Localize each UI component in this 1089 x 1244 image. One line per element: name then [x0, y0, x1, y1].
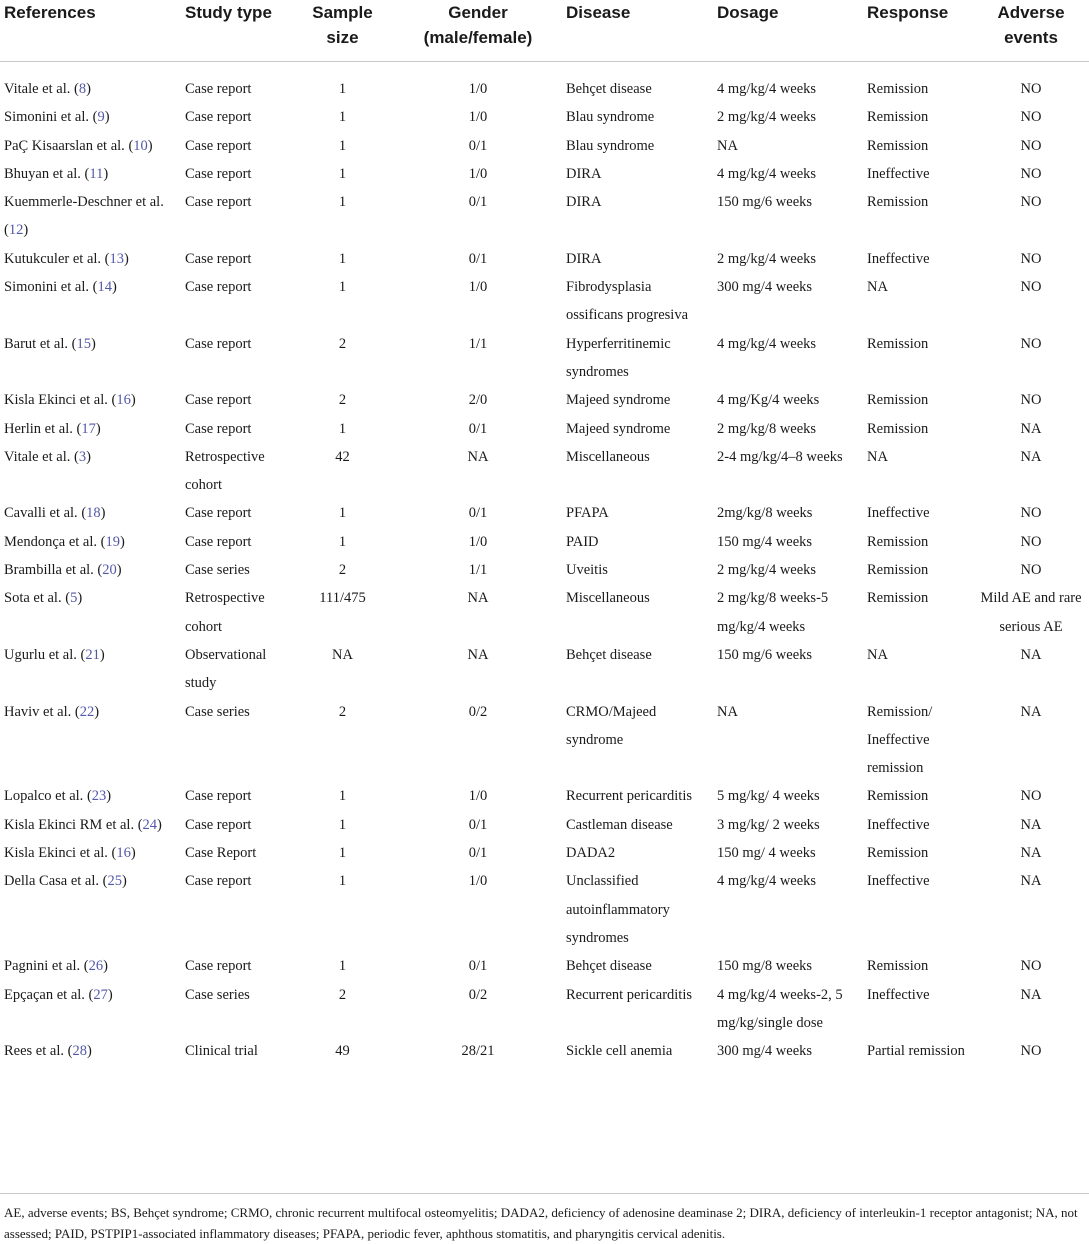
cell-gender: 0/1 [468, 845, 488, 862]
citation-link[interactable]: 28 [72, 1043, 87, 1060]
cell-dosage: 4 mg/kg/4 weeks [717, 165, 817, 182]
cell-study-type: Case report [185, 816, 252, 833]
cell-adverse-events: NO [1020, 1043, 1042, 1060]
table-row [0, 839, 1089, 867]
cell-disease: PAID [566, 533, 599, 550]
cell-study-type: Case series [185, 703, 250, 720]
cell-dosage: 2 mg/kg/4 weeks [717, 562, 817, 579]
reference-author: Kisla Ekinci et al. [4, 392, 108, 409]
cell-reference: Mendonça et al. (19) [4, 533, 125, 550]
citation-link[interactable]: 9 [97, 109, 105, 126]
cell-disease: DIRA [566, 194, 602, 211]
cell-disease: DIRA [566, 165, 602, 182]
cell-reference: Barut et al. (15) [4, 335, 96, 352]
cell-disease: Blau syndrome [566, 109, 655, 126]
cell-study-type: Case report [185, 165, 252, 182]
cell-response: Remission [867, 845, 929, 862]
cell-disease: Recurrent pericarditis [566, 986, 693, 1003]
cell-reference: Vitale et al. (3) [4, 448, 91, 465]
reference-author: Ugurlu et al. [4, 646, 77, 663]
cell-adverse-events: NO [1020, 137, 1042, 154]
reference-author: Barut et al. [4, 335, 69, 352]
cell-gender: 0/1 [468, 420, 488, 437]
cell-dosage: 4 mg/Kg/4 weeks [717, 392, 820, 409]
header-response: Response [863, 0, 973, 62]
table-row [0, 386, 1089, 414]
cell-disease: Behçet disease [566, 646, 652, 663]
reference-author: Brambilla et al. [4, 562, 94, 579]
citation-link[interactable]: 8 [78, 81, 87, 97]
reference-author: Pagnini et al. [4, 958, 81, 975]
cell-sample-size: 1 [338, 873, 347, 890]
table-body [0, 62, 1089, 1075]
cell-disease: Uveitis [566, 562, 608, 579]
cell-sample-size: 1 [338, 845, 347, 862]
cell-disease: Miscellaneous [566, 448, 650, 465]
reference-author: Vitale et al. [4, 81, 71, 97]
header-disease: Disease [562, 0, 713, 62]
reference-author: Epçaçan et al. [4, 986, 85, 1003]
reference-author: Sota et al. [4, 590, 62, 607]
cell-reference: Pagnini et al. (26) [4, 958, 108, 975]
cell-response: NA [867, 279, 888, 296]
cell-dosage: 150 mg/ 4 weeks [717, 845, 816, 862]
reference-author: Vitale et al. [4, 448, 71, 465]
reference-author: Kisla Ekinci et al. [4, 845, 108, 862]
citation-link[interactable]: 14 [97, 279, 112, 296]
table-row [0, 330, 1089, 387]
header-gender: Gender (male/female) [394, 0, 562, 62]
cell-reference: Simonini et al. (14) [4, 279, 117, 296]
cell-gender: 0/1 [468, 816, 488, 833]
cell-response: Remission [867, 194, 929, 211]
reference-author: Simonini et al. [4, 109, 89, 126]
cell-reference: Della Casa et al. (25) [4, 873, 127, 890]
cell-sample-size: NA [332, 646, 353, 663]
table-row [0, 245, 1089, 273]
cell-disease: Behçet disease [566, 81, 652, 97]
cell-sample-size: 1 [338, 137, 347, 154]
cell-study-type: Case report [185, 335, 252, 352]
table-row [0, 811, 1089, 839]
table-row [0, 556, 1089, 584]
cell-study-type: Case report [185, 420, 252, 437]
cell-dosage: NA [717, 703, 738, 720]
cell-response: Ineffective [867, 165, 930, 182]
cell-gender: 1/1 [468, 562, 488, 579]
table-row [0, 443, 1089, 500]
cell-disease: DIRA [566, 250, 602, 267]
cell-disease: CRMO/Majeed syndrome [566, 703, 657, 748]
cell-adverse-events: NA [1020, 420, 1042, 437]
cell-sample-size: 1 [338, 109, 347, 126]
table-row [0, 103, 1089, 131]
cell-disease: PFAPA [566, 505, 609, 522]
cell-reference: Rees et al. (28) [4, 1043, 92, 1060]
cell-gender: 1/0 [468, 165, 488, 182]
citation-link[interactable]: 25 [107, 873, 122, 890]
cell-reference: Kisla Ekinci et al. (16) [4, 845, 136, 862]
citation-link[interactable]: 12 [8, 222, 24, 239]
citation-link[interactable]: 20 [102, 562, 117, 579]
cell-disease: Recurrent pericarditis [566, 788, 693, 805]
reference-author: Kutukculer et al. [4, 250, 102, 267]
citation-link[interactable]: 13 [109, 250, 125, 267]
cell-sample-size: 1 [338, 194, 347, 211]
table-row [0, 641, 1089, 698]
cell-sample-size: 111/475 [319, 590, 366, 607]
cell-sample-size: 1 [338, 533, 347, 550]
cell-response: Ineffective [867, 250, 930, 267]
cell-reference: Sota et al. (5) [4, 590, 83, 607]
cell-response: NA [867, 448, 888, 465]
cell-sample-size: 1 [338, 788, 347, 805]
cell-sample-size: 2 [338, 703, 347, 720]
cell-sample-size: 1 [338, 420, 347, 437]
cell-dosage: 3 mg/kg/ 2 weeks [717, 816, 820, 833]
cell-disease: Majeed syndrome [566, 420, 671, 437]
cell-dosage: 2 mg/kg/4 weeks [717, 109, 817, 126]
citation-link[interactable]: 19 [105, 533, 120, 550]
cell-dosage: 4 mg/kg/4 weeks [717, 335, 817, 352]
cell-gender: 1/0 [468, 109, 488, 126]
cell-gender: 1/0 [468, 873, 488, 890]
cell-study-type: Case report [185, 958, 252, 975]
cell-dosage: 300 mg/4 weeks [717, 279, 813, 296]
cell-response: Remission [867, 420, 929, 437]
cell-gender: 0/2 [468, 703, 488, 720]
cell-disease: Majeed syndrome [566, 392, 671, 409]
cell-reference: Lopalco et al. (23) [4, 788, 112, 805]
cell-adverse-events: NO [1020, 505, 1042, 522]
cell-dosage: 2mg/kg/8 weeks [717, 505, 813, 522]
citation-link[interactable]: 15 [76, 335, 91, 352]
cell-disease: Castleman disease [566, 816, 673, 833]
cell-study-type: Case report [185, 392, 252, 409]
table-row [0, 132, 1089, 160]
cell-dosage: 2-4 mg/kg/4–8 weeks [717, 448, 843, 465]
reference-author: Herlin et al. [4, 420, 73, 437]
cell-study-type: Case Report [185, 845, 257, 862]
table-row [0, 981, 1089, 1038]
citation-link[interactable]: 22 [79, 703, 95, 720]
cell-disease: Sickle cell anemia [566, 1043, 673, 1060]
header-dosage: Dosage [713, 0, 863, 62]
reference-author: PaÇ Kisaarslan et al. [4, 137, 125, 154]
cell-sample-size: 42 [335, 448, 350, 465]
cell-gender: NA [467, 590, 489, 607]
cell-response: Partial remission [867, 1043, 965, 1060]
cell-response: Remission [867, 335, 929, 352]
cell-adverse-events: NA [1020, 646, 1042, 663]
cell-response: Remission [867, 392, 929, 409]
cell-adverse-events: NO [1020, 279, 1042, 296]
cell-gender: 0/2 [468, 986, 488, 1003]
reference-author: Mendonça et al. [4, 533, 98, 550]
cell-response: Ineffective [867, 816, 930, 833]
table-row [0, 188, 1089, 245]
table-header [0, 0, 1089, 62]
cell-study-type: Observational study [185, 646, 267, 692]
cell-study-type: Case report [185, 137, 252, 154]
citation-link[interactable]: 16 [116, 845, 131, 862]
reference-author: Simonini et al. [4, 279, 89, 296]
cell-sample-size: 2 [338, 562, 347, 579]
cell-adverse-events: NA [1020, 986, 1042, 1003]
citation-link[interactable]: 10 [133, 137, 148, 154]
cell-sample-size: 2 [338, 986, 347, 1003]
table-row [0, 952, 1089, 980]
table-row [0, 62, 1089, 104]
cell-reference: PaÇ Kisaarslan et al. (10) [4, 137, 153, 154]
cell-reference: Kisla Ekinci RM et al. (24) [4, 816, 162, 833]
cell-response: Remission [867, 562, 929, 579]
cell-dosage: 150 mg/6 weeks [717, 646, 813, 663]
cell-reference: Haviv et al. (22) [4, 703, 100, 720]
cell-study-type: Case report [185, 194, 252, 211]
cell-reference: Kisla Ekinci et al. (16) [4, 392, 136, 409]
cell-sample-size: 1 [338, 279, 347, 296]
cell-reference: Vitale et al. (8) [4, 81, 91, 97]
cell-sample-size: 1 [338, 958, 347, 975]
cell-adverse-events: NO [1020, 788, 1042, 805]
cell-gender: NA [467, 646, 489, 663]
reference-author: Cavalli et al. [4, 505, 78, 522]
table-row [0, 867, 1089, 952]
cell-response: Remission/ Ineffective remission [867, 703, 933, 777]
citation-link[interactable]: 5 [70, 590, 78, 607]
cell-disease: Miscellaneous [566, 590, 650, 607]
cell-sample-size: 1 [338, 505, 347, 522]
cell-study-type: Case series [185, 986, 250, 1003]
table-row [0, 782, 1089, 810]
cell-response: Ineffective [867, 505, 930, 522]
cell-sample-size: 1 [338, 81, 347, 97]
cell-adverse-events: NO [1020, 392, 1042, 409]
table-row [0, 499, 1089, 527]
header-adverse-events: Adverse events [973, 0, 1089, 62]
cell-gender: NA [467, 448, 489, 465]
cell-sample-size: 49 [335, 1043, 350, 1060]
cell-reference: Cavalli et al. (18) [4, 505, 106, 522]
cell-response: Ineffective [867, 986, 930, 1003]
cell-reference: Kutukculer et al. (13) [4, 250, 129, 267]
cell-reference: Bhuyan et al. (11) [4, 165, 109, 182]
cell-gender: 2/0 [468, 392, 488, 409]
citation-link[interactable]: 21 [85, 646, 100, 663]
cell-gender: 0/1 [468, 194, 488, 211]
cell-dosage: 2 mg/kg/8 weeks [717, 420, 817, 437]
cell-gender: 1/1 [468, 335, 488, 352]
cell-gender: 1/0 [468, 81, 488, 97]
cell-study-type: Case report [185, 505, 252, 522]
citation-link[interactable]: 24 [142, 816, 158, 833]
cell-dosage: 5 mg/kg/ 4 weeks [717, 788, 820, 805]
citation-link[interactable]: 16 [116, 392, 131, 409]
cell-sample-size: 2 [338, 335, 347, 352]
cell-gender: 0/1 [468, 505, 488, 522]
cell-gender: 0/1 [468, 250, 488, 267]
cell-sample-size: 1 [338, 816, 347, 833]
cell-adverse-events: NO [1020, 81, 1042, 97]
cell-study-type: Clinical trial [185, 1043, 258, 1060]
header-study-type: Study type [181, 0, 291, 62]
cell-dosage: 300 mg/4 weeks [717, 1043, 813, 1060]
cell-response: Remission [867, 533, 929, 550]
reference-author: Kuemmerle-Deschner et al. [4, 194, 164, 211]
cell-adverse-events: NO [1020, 109, 1042, 126]
cell-dosage: 2 mg/kg/8 weeks-5 mg/kg/4 weeks [717, 590, 829, 635]
cell-adverse-events: NO [1020, 250, 1042, 267]
cell-sample-size: 1 [338, 165, 347, 182]
cell-gender: 28/21 [461, 1043, 495, 1060]
cell-gender: 0/1 [468, 958, 488, 975]
cell-reference: Ugurlu et al. (21) [4, 646, 105, 663]
cell-study-type: Retrospective cohort [185, 448, 265, 494]
cell-gender: 1/0 [468, 788, 488, 805]
cell-study-type: Case report [185, 109, 252, 126]
cell-adverse-events: NA [1020, 703, 1042, 720]
cell-study-type: Retrospective cohort [185, 590, 265, 635]
cell-study-type: Case report [185, 788, 252, 805]
header-references: References [0, 0, 181, 62]
reference-author: Haviv et al. [4, 703, 72, 720]
citation-link[interactable]: 26 [88, 958, 104, 975]
citation-link[interactable]: 18 [86, 505, 101, 522]
table-row [0, 160, 1089, 188]
cell-dosage: 4 mg/kg/4 weeks [717, 873, 817, 890]
cell-adverse-events: NA [1020, 448, 1042, 465]
reference-author: Kisla Ekinci RM et al. [4, 816, 135, 833]
cell-response: Remission [867, 81, 929, 97]
cell-study-type: Case series [185, 562, 250, 579]
cell-adverse-events: NO [1020, 335, 1042, 352]
table-footnote: AE, adverse events; BS, Behçet syndrome; CRMO, chronic recurrent multifocal osteomyelitis; DADA2, deficiency of adenosine deaminase 2; DIRA, deficiency of interleukin-1 receptor antagonist; NA, not assessed; PAID, PSTPIP1-associated inflammatory diseases; PFAPA, periodic fever, aphthous stomatitis, and pharyngitis cervical adenitis. [0, 1193, 1089, 1244]
reference-author: Lopalco et al. [4, 788, 84, 805]
citation-link[interactable]: 23 [91, 788, 107, 805]
cell-response: NA [867, 646, 888, 663]
cell-study-type: Case report [185, 279, 252, 296]
cell-response: Remission [867, 137, 929, 154]
cell-adverse-events: NA [1020, 845, 1042, 862]
cell-dosage: 150 mg/6 weeks [717, 194, 813, 211]
cell-study-type: Case report [185, 81, 252, 97]
cell-adverse-events: NO [1020, 533, 1042, 550]
cell-adverse-events: NO [1020, 958, 1042, 975]
cell-sample-size: 2 [338, 392, 347, 409]
cell-response: Remission [867, 109, 929, 126]
cell-dosage: 2 mg/kg/4 weeks [717, 250, 817, 267]
cell-adverse-events: NA [1020, 816, 1042, 833]
cell-disease: Fibrodysplasia ossificans progresiva [566, 279, 689, 324]
cell-study-type: Case report [185, 873, 252, 890]
cell-disease: Behçet disease [566, 958, 652, 975]
cell-dosage: 4 mg/kg/4 weeks-2, 5 mg/kg/single dose [717, 986, 843, 1031]
reference-author: Rees et al. [4, 1043, 64, 1060]
cell-dosage: 150 mg/4 weeks [717, 533, 813, 550]
cell-reference: Brambilla et al. (20) [4, 562, 122, 579]
cell-disease: Blau syndrome [566, 137, 655, 154]
cell-adverse-events: NO [1020, 562, 1042, 579]
cell-response: Remission [867, 958, 929, 975]
cell-reference: Epçaçan et al. (27) [4, 986, 113, 1003]
cell-reference: Simonini et al. (9) [4, 109, 110, 126]
table-row [0, 1037, 1089, 1074]
cell-gender: 1/0 [468, 279, 488, 296]
cell-gender: 1/0 [468, 533, 488, 550]
cell-dosage: 150 mg/8 weeks [717, 958, 813, 975]
cell-study-type: Case report [185, 533, 252, 550]
cell-adverse-events: NO [1020, 165, 1042, 182]
reference-author: Della Casa et al. [4, 873, 100, 890]
cell-reference: Kuemmerle-Deschner et al. (12) [4, 194, 164, 239]
reference-author: Bhuyan et al. [4, 165, 81, 182]
table-row [0, 698, 1089, 783]
cell-disease: Hyperferritinemic syndromes [566, 335, 671, 380]
citation-link[interactable]: 11 [89, 165, 104, 182]
citation-link[interactable]: 17 [81, 420, 96, 437]
cell-dosage: 4 mg/kg/4 weeks [717, 81, 817, 97]
cell-sample-size: 1 [338, 250, 347, 267]
cell-disease: Unclassified autoinflammatory syndromes [566, 873, 670, 946]
cell-dosage: NA [717, 137, 738, 154]
cell-response: Remission [867, 590, 929, 607]
cell-disease: DADA2 [566, 845, 616, 862]
cell-adverse-events: NA [1020, 873, 1042, 890]
table-row [0, 528, 1089, 556]
cell-response: Ineffective [867, 873, 930, 890]
cell-adverse-events: Mild AE and rare serious AE [980, 590, 1082, 635]
cell-response: Remission [867, 788, 929, 805]
cell-study-type: Case report [185, 250, 252, 267]
table-row [0, 273, 1089, 330]
cell-adverse-events: NO [1020, 194, 1042, 211]
table-row [0, 584, 1089, 641]
header-sample-size: Sample size [291, 0, 394, 62]
table-row [0, 415, 1089, 443]
citation-link[interactable]: 3 [78, 448, 87, 465]
citation-link[interactable]: 27 [93, 986, 108, 1003]
cell-gender: 0/1 [468, 137, 488, 154]
cell-reference: Herlin et al. (17) [4, 420, 101, 437]
